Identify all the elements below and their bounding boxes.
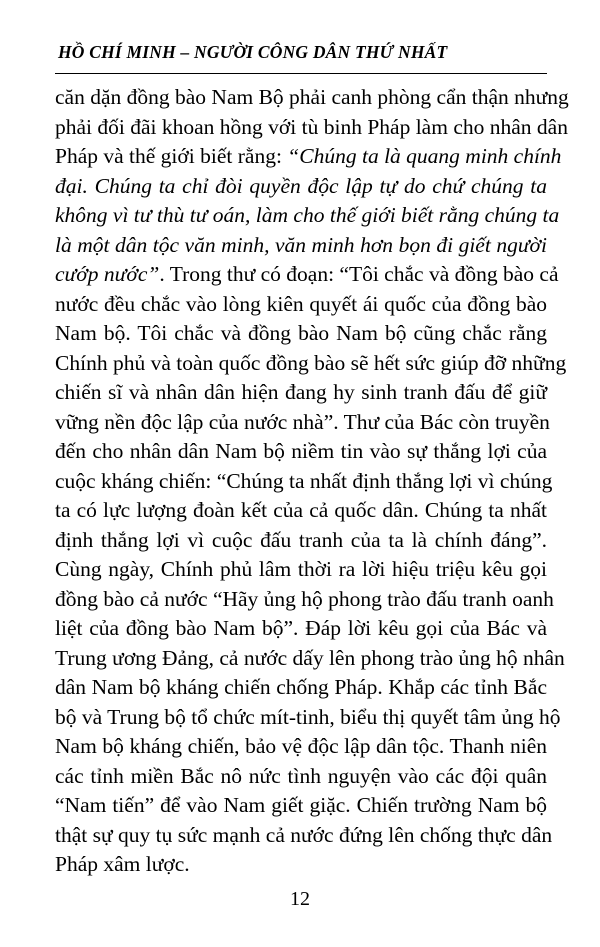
text-line <box>55 555 547 585</box>
text-line <box>55 201 560 231</box>
text-segment: . Trong thư có đoạn: “Tôi chắc và đồng bào cả <box>159 262 559 286</box>
italic-quote-segment: đại. Chúng ta chỉ đòi quyền độc lập tự do chứ chúng ta <box>55 173 547 198</box>
text-segment: vững nền độc lập của nước nhà”. Thư của Bác còn truyền <box>55 409 550 434</box>
body-text <box>55 83 569 880</box>
text-line <box>55 762 547 792</box>
text-line <box>55 319 547 349</box>
text-segment: thật sự quy tụ sức mạnh cả nước đứng lên chống thực dân <box>55 822 553 847</box>
text-line <box>55 83 569 113</box>
text-line <box>55 673 547 703</box>
text-line <box>55 172 547 202</box>
text-segment: chiến sĩ và nhân dân hiện đang hy sinh tranh đấu để giữ <box>55 380 547 404</box>
text-segment: Chính phủ và toàn quốc đồng bào sẽ hết sức giúp đỡ những <box>55 350 567 375</box>
italic-quote-segment: là một dân tộc văn minh, văn minh hơn bọn đi giết người <box>55 232 547 257</box>
text-segment: dân Nam bộ kháng chiến chống Pháp. Khắp các tỉnh Bắc <box>55 675 547 699</box>
text-segment: liệt của đồng bào Nam bộ”. Đáp lời kêu gọi của Bác và <box>55 616 547 640</box>
text-line <box>55 703 561 733</box>
text-line <box>55 585 554 615</box>
text-segment: ta có lực lượng đoàn kết của cả quốc dân. Chúng ta nhất <box>55 498 547 522</box>
text-line <box>55 378 547 408</box>
text-line <box>55 614 547 644</box>
text-line <box>55 791 547 821</box>
text-segment: đến cho nhân dân Nam bộ niềm tin vào sự thắng lợi của <box>55 439 547 463</box>
text-line <box>55 526 547 556</box>
text-segment: đồng bào cả nước “Hãy ủng hộ phong trào đấu tranh oanh <box>55 586 554 611</box>
text-line <box>55 260 559 290</box>
text-segment: Nam bộ kháng chiến, bảo vệ độc lập dân tộc. Thanh niên <box>55 734 547 758</box>
text-segment: Cùng ngày, Chính phủ lâm thời ra lời hiệu triệu kêu gọi <box>55 557 547 581</box>
text-line <box>55 113 568 143</box>
text-line <box>55 349 567 379</box>
text-line <box>55 644 565 674</box>
text-line <box>55 437 547 467</box>
text-segment: Trung ương Đảng, cả nước dấy lên phong trào ủng hộ nhân <box>55 645 565 670</box>
italic-quote-segment: cướp nước” <box>55 262 160 286</box>
italic-quote-segment: không vì tư thù tư oán, làm cho thế giới biết rằng chúng ta <box>55 203 560 227</box>
text-line <box>55 408 550 438</box>
text-segment: nước đều chắc vào lòng kiên quyết ái quốc của đồng bào <box>55 291 547 316</box>
text-segment: căn dặn đồng bào Nam Bộ phải canh phòng cẩn thận nhưng <box>55 85 569 109</box>
text-line <box>55 496 547 526</box>
text-segment: phải đối đãi khoan hồng với tù binh Pháp làm cho nhân dân <box>55 114 568 139</box>
text-line <box>55 732 547 762</box>
text-segment: định thắng lợi vì cuộc đấu tranh của ta là chính đáng”. <box>55 527 547 552</box>
text-line <box>55 290 547 320</box>
text-line <box>55 142 562 172</box>
text-line <box>55 467 553 497</box>
text-segment: Pháp và thế giới biết rằng: <box>55 144 288 168</box>
running-header: HỒ CHÍ MINH – NGƯỜI CÔNG DÂN THỨ NHẤT <box>58 42 448 62</box>
italic-quote-segment: “Chúng ta là quang minh chính <box>287 144 562 168</box>
text-line <box>55 850 547 880</box>
text-segment: các tỉnh miền Bắc nô nức tình nguyện vào các đội quân <box>55 763 547 788</box>
text-segment: bộ và Trung bộ tổ chức mít-tinh, biểu thị quyết tâm ủng hộ <box>55 704 561 729</box>
text-segment: Nam bộ. Tôi chắc và đồng bào Nam bộ cũng chắc rằng <box>55 321 547 345</box>
text-line <box>55 231 547 261</box>
text-segment: cuộc kháng chiến: “Chúng ta nhất định thắng lợi vì chúng <box>55 468 553 493</box>
text-segment: “Nam tiến” để vào Nam giết giặc. Chiến trường Nam bộ <box>55 793 547 817</box>
page-number: 12 <box>290 888 310 910</box>
header-divider <box>55 73 547 74</box>
text-line <box>55 821 553 851</box>
text-segment: Pháp xâm lược. <box>55 852 190 876</box>
